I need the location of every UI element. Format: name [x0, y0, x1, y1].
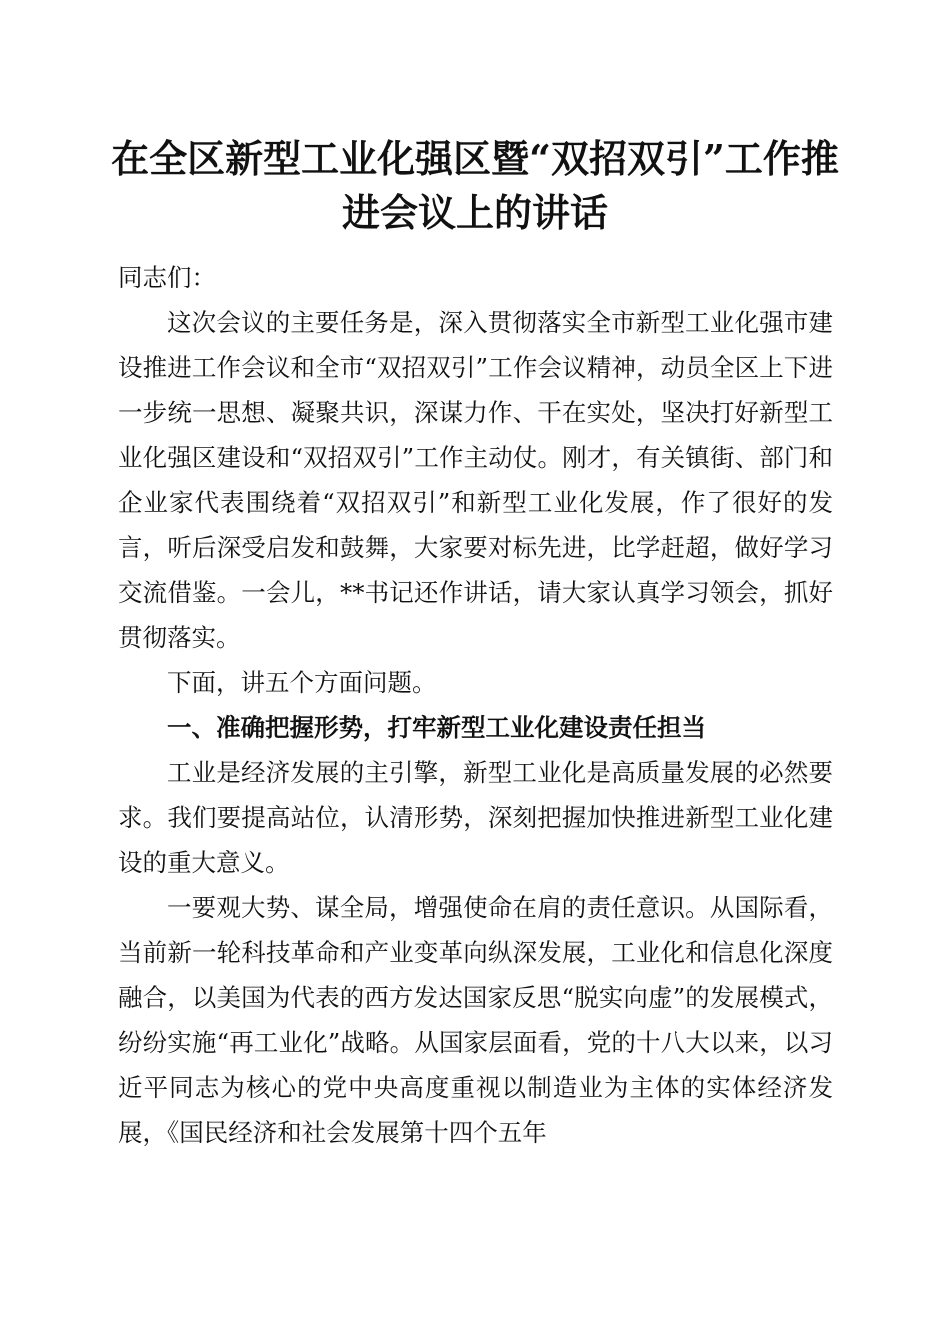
document-title	[100, 132, 850, 240]
document-body	[118, 255, 833, 1155]
section-1-paragraph: 一要观大势、谋全局，增强使命在肩的责任意识。从国际看，当前新一轮科技革命和产业变革向纵深发展，工业化和信息化深度融合，以美国为代表的西方发达国家反思“脱实向虚”的发展模式，纷纷实施“再工业化”战略。从国家层面看，党的十八大以来，以习近平同志为核心的党中央高度重视以制造业为主体的实体经济发展，《国民经济和社会发展第十四个五年	[118, 893, 833, 1147]
title-line-1: 在全区新型工业化强区暨“双招双引”工作推	[111, 136, 839, 181]
section-1-heading: 一、准确把握形势，打牢新型工业化建设责任担当	[167, 713, 706, 742]
salutation: 同志们：	[118, 263, 216, 292]
title-line-2: 进会议上的讲话	[341, 190, 608, 235]
paragraph-intro: 这次会议的主要任务是，深入贯彻落实全市新型工业化强市建设推进工作会议和全市“双招双引”工作会议精神，动员全区上下进一步统一思想、凝聚共识，深谋力作、干在实处，坚决打好新型工业化强区建设和“双招双引”工作主动仗。刚才，有关镇街、部门和企业家代表围绕着“双招双引”和新型工业化发展，作了很好的发言，听后深受启发和鼓舞，大家要对标先进，比学赶超，做好学习交流借鉴。一会儿，**书记还作讲话，请大家认真学习领会，抓好贯彻落实。	[118, 308, 833, 652]
section-1-paragraph: 工业是经济发展的主引擎，新型工业化是高质量发展的必然要求。我们要提高站位，认清形势，深刻把握加快推进新型工业化建设的重大意义。	[118, 758, 833, 877]
paragraph-outline: 下面，讲五个方面问题。	[167, 668, 437, 697]
